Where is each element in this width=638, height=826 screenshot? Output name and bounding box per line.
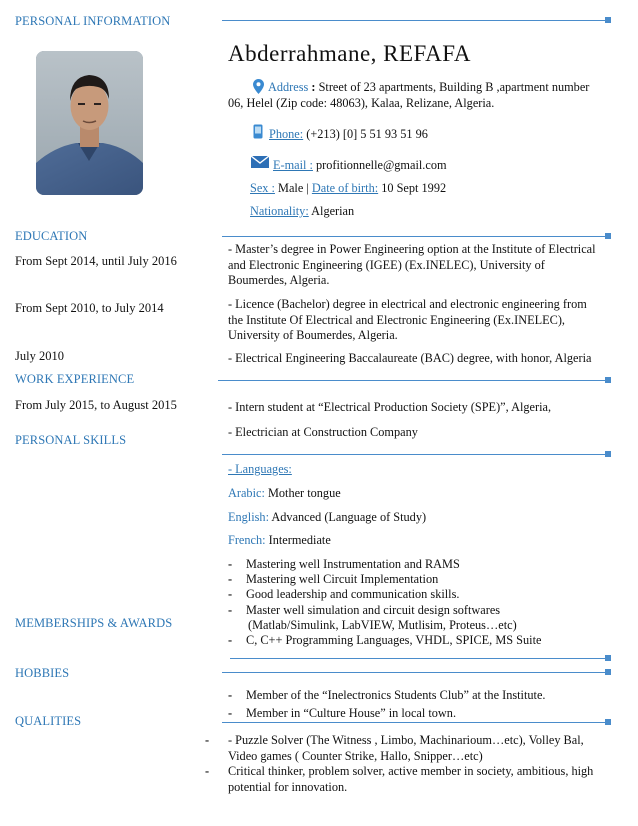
skill-item — [228, 587, 606, 602]
email-row — [251, 158, 447, 174]
full-name: Abderrahmane, REFAFA — [228, 41, 471, 66]
phone-row — [253, 127, 428, 143]
divider-rule — [222, 672, 608, 673]
language-arabic — [228, 486, 341, 502]
profile-photo — [36, 51, 143, 195]
membership-item — [228, 704, 606, 722]
education-entry-2 — [228, 297, 606, 344]
work-date: From July 2015, to August 2015 — [15, 398, 177, 412]
quality-item — [205, 764, 605, 780]
section-heading-hobbies: HOBBIES — [15, 666, 70, 680]
education-2-line-3: University of Boumerdes, Algeria. — [228, 328, 398, 342]
address-label: Address — [268, 80, 309, 94]
quality-line-2: potential for innovation. — [228, 779, 348, 794]
education-entry-3 — [228, 351, 608, 367]
bullet: - — [228, 688, 233, 702]
divider-square — [605, 451, 611, 457]
email-link[interactable]: E-mail : — [273, 158, 313, 172]
language-level: Intermediate — [265, 533, 331, 547]
language-name: French: — [228, 533, 266, 547]
language-level: Mother tongue — [264, 486, 341, 500]
nationality-value: Algerian — [308, 204, 355, 218]
phone-icon — [253, 124, 263, 139]
bullet: - — [228, 706, 233, 720]
address-block — [228, 80, 608, 111]
bullet: - — [205, 764, 210, 778]
bullet: - — [228, 633, 233, 648]
address-line-2: 06, Helel (Zip code: 48063), Kalaa, Relizane, Algeria. — [228, 95, 495, 110]
languages-heading — [228, 462, 292, 478]
skill-text: Good leadership and communication skills. — [246, 587, 460, 602]
quality-line-1: Critical thinker, problem solver, active member in society, ambitious, high — [228, 764, 594, 778]
dob-value: 10 Sept 1992 — [378, 181, 447, 195]
education-date-2: From Sept 2010, to July 2014 — [15, 301, 164, 315]
education-date-3: July 2010 — [15, 349, 64, 363]
language-name: Arabic: — [228, 486, 265, 500]
divider-rule — [222, 722, 608, 723]
divider-square — [605, 719, 611, 725]
profile-photo-image — [36, 51, 143, 195]
language-english — [228, 510, 426, 526]
divider-square — [605, 655, 611, 661]
education-2-line-2: the Institute Of Electrical and Electronic Engineering (Ex.INELEC), — [228, 312, 566, 327]
section-heading-qualities: QUALITIES — [15, 714, 82, 728]
bullet: - — [228, 587, 233, 602]
languages-heading-text: - Languages: — [228, 462, 292, 476]
bullet: - — [205, 733, 210, 747]
qualities-block — [205, 764, 605, 795]
section-heading-work-experience: WORK EXPERIENCE — [15, 372, 135, 386]
nationality-row — [250, 204, 354, 220]
work-item-1: - Intern student at “Electrical Production Society (SPE)”, Algeria, — [228, 400, 552, 414]
bullet-spacer — [228, 618, 246, 633]
bullet: - — [228, 557, 233, 571]
skill-text: C, C++ Programming Languages, VHDL, SPICE, MS Suite — [246, 633, 542, 648]
email-value: profitionnelle@gmail.com — [312, 158, 447, 172]
hobbies-block — [205, 733, 605, 764]
language-name: English: — [228, 510, 269, 524]
skills-list — [228, 557, 606, 648]
hobby-line-1: - Puzzle Solver (The Witness , Limbo, Machinarioum…etc), Volley Bal, — [228, 733, 584, 747]
bullet: - — [228, 602, 233, 617]
address-separator: : — [308, 80, 319, 94]
bullet: - — [228, 572, 233, 587]
language-level: Advanced (Language of Study) — [269, 510, 427, 524]
section-heading-memberships: MEMBERSHIPS & AWARDS — [15, 616, 173, 630]
phone-link[interactable]: Phone: — [269, 127, 304, 141]
education-1-line-1: - Master’s degree in Power Engineering option at the Institute of Electrical — [228, 242, 596, 256]
divider-rule — [218, 380, 608, 381]
email-envelope-icon — [251, 156, 269, 168]
phone-value: (+213) [0] 5 51 93 51 96 — [303, 127, 428, 141]
divider-rule — [222, 20, 608, 21]
skill-item — [228, 603, 606, 618]
membership-text: Member of the “Inelectronics Students Club” at the Institute. — [246, 688, 546, 702]
skill-item — [228, 633, 606, 648]
divider-square — [605, 233, 611, 239]
skill-text: Mastering well Instrumentation and RAMS — [246, 557, 460, 571]
dob-label: Date of birth: — [311, 181, 379, 195]
work-item-2: - Electrician at Construction Company — [228, 425, 418, 439]
divider-square — [605, 17, 611, 23]
divider-rule — [222, 454, 608, 455]
skill-text: (Matlab/Simulink, LabVIEW, Mutlisim, Proteus…etc) — [248, 617, 517, 632]
section-heading-personal-skills: PERSONAL SKILLS — [15, 433, 127, 447]
location-pin-icon — [253, 79, 264, 94]
education-entry-1 — [228, 242, 606, 289]
divider-rule — [222, 236, 608, 237]
hobby-item — [205, 733, 605, 749]
divider-rule — [230, 658, 608, 659]
skill-item — [228, 572, 606, 587]
education-1-line-3: Boumerdes, Algeria. — [228, 273, 330, 287]
divider-square — [605, 377, 611, 383]
education-2-line-1: - Licence (Bachelor) degree in electrical and electronic engineering from — [228, 297, 587, 311]
sex-value: Male | — [274, 181, 312, 195]
education-3-line-1: - Electrical Engineering Baccalaureate (BAC) degree, with honor, Algeria — [228, 351, 592, 365]
section-heading-education: EDUCATION — [15, 229, 88, 243]
sex-label: Sex : — [250, 181, 275, 195]
education-1-line-2: and Electronic Engineering (IGEE) (Ex.INELEC), University of — [228, 257, 545, 272]
membership-item — [228, 686, 606, 704]
education-date-1: From Sept 2014, until July 2016 — [15, 254, 177, 268]
address-line-1: Street of 23 apartments, Building B ,apartment number — [318, 80, 590, 94]
skill-item-continuation — [228, 618, 606, 633]
nationality-label: Nationality: — [250, 204, 309, 218]
memberships-list — [228, 686, 606, 722]
hobby-line-2: Video games ( Counter Strike, Hallo, Snipper…etc) — [228, 748, 483, 763]
sex-dob-row — [250, 181, 446, 197]
skill-text: Master well simulation and circuit design softwares — [246, 602, 501, 617]
skill-text: Mastering well Circuit Implementation — [246, 572, 439, 587]
membership-text: Member in “Culture House” in local town. — [246, 706, 457, 720]
section-heading-personal-information: PERSONAL INFORMATION — [15, 14, 171, 28]
language-french — [228, 533, 331, 549]
skill-item — [228, 557, 606, 572]
divider-square — [605, 669, 611, 675]
